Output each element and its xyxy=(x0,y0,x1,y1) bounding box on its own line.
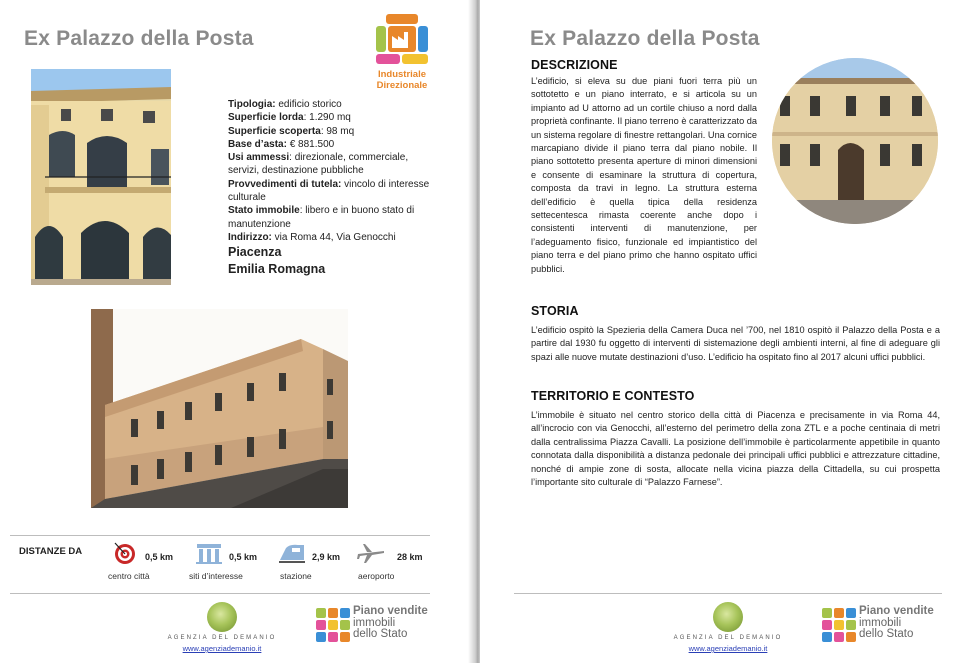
info-region: Emilia Romagna xyxy=(228,262,326,277)
storia-heading: STORIA xyxy=(531,304,579,318)
storia-text: L’edificio ospitò la Spezieria della Camera Duca nel ’700, nel 1810 ospitò il Palazzo della Posta e a partire dal 1930 fu oggetto di interventi di sistemazione degli ambienti interni, al fine di adeguare gli spazi alle nuove mutate destinazioni d’uso. L’edificio ha ospitato fino al 2017 alcuni uffici pubblici. xyxy=(531,325,940,362)
info-protection: Provvedimenti di tutela: vincolo di interesse culturale xyxy=(228,178,430,204)
info-typology: Tipologia: edificio storico xyxy=(228,99,342,110)
distance-airport: 28 km aeroporto xyxy=(357,540,447,586)
descrizione-heading: DESCRIZIONE xyxy=(531,58,618,72)
plan-logo: Piano vendite immobili dello Stato xyxy=(316,606,441,646)
distance-city-center: 0,5 km centro città xyxy=(111,540,201,586)
territorio-text: L’immobile è situato nel centro storico della città di Piacenza e precisamente in via Roma 44, all’incrocio con via Genocchi, all’esterno del perimetro della zona ZTL e a poche centinaia di metri dalla centralissima Piazza Cavalli. La posizione dell’immobile è particolarmente appetibile in quanto connotata dalla disponibilità a distanza pedonale dei principali uffici pubblici e attrezzature cittadine, nonché di ampie zone di sosta, allocate nella vicina piazza della Cittadella, su cui prospetta l’importante sito culturale di “Palazzo Farnese”. xyxy=(531,410,940,488)
plan-grid-icon xyxy=(316,608,350,642)
agency-emblem-icon xyxy=(713,602,743,632)
info-base-price: Base d’asta: € 881.500 xyxy=(228,138,335,150)
courtyard-photo xyxy=(31,69,171,285)
distances-title: DISTANZE DA xyxy=(19,546,83,557)
page-title: Ex Palazzo della Posta xyxy=(24,27,254,50)
info-city: Piacenza xyxy=(228,245,282,260)
territorio-heading: TERRITORIO E CONTESTO xyxy=(531,389,695,403)
building-exterior-photo xyxy=(91,309,348,508)
distances-top-rule xyxy=(10,535,430,536)
plan-logo: Piano vendite immobili dello Stato xyxy=(822,606,947,646)
property-info xyxy=(228,98,438,278)
category-label: Industriale Direzionale xyxy=(376,69,428,91)
info-gross-area: Superficie lorda: 1.290 mq xyxy=(228,112,351,124)
plan-grid-icon xyxy=(822,608,856,642)
agency-logo: AGENZIA DEL DEMANIO www.agenziademanio.it xyxy=(147,602,297,653)
right-page xyxy=(480,0,957,663)
facade-circle-photo xyxy=(772,58,938,224)
info-open-area: Superficie scoperta: 98 mq xyxy=(228,125,355,137)
distance-station: 2,9 km stazione xyxy=(278,540,368,586)
info-allowed-uses: Usi ammessi: direzionale, commerciale, servizi, destinazione pubbliche xyxy=(228,152,409,177)
target-icon xyxy=(111,542,139,564)
industrial-category-icon xyxy=(376,14,428,66)
page-title: Ex Palazzo della Posta xyxy=(530,27,760,50)
footer-rule xyxy=(10,593,430,594)
descrizione-text: L’edificio, si eleva su due piani fuori terra più un sottotetto e un piano interrato, e si articola su un impianto ad U attorno ad un cortile chiuso a nord dalla proprietà confinante. Il piano terreno è caratterizzato da un sistema regolare di finestre rettangolari. Una cornice marcapiano divide il piano terra dal piano nobile. Il piano sottotetto presenta aperture di minori dimensioni e consente di esaminare la struttura di copertura, composta da travi in legno. La struttura esterna dell’edificio è quella tipica della residenza settecentesca rimasta coerente anche dopo i consistenti interventi di manutenzione, per l’adeguamento fisico, funzionale ed impiantistico del piano terra e del piano primo che hanno ospitato uffici pubblici. xyxy=(531,76,757,274)
left-page xyxy=(0,0,474,663)
info-state: Stato immobile: libero e in buono stato di manutenzione xyxy=(228,205,415,230)
agency-website-link[interactable]: www.agenziademanio.it xyxy=(182,644,262,653)
agency-website-link[interactable]: www.agenziademanio.it xyxy=(688,644,768,653)
train-icon xyxy=(278,542,306,564)
info-address: Indirizzo: via Roma 44, Via Genocchi xyxy=(228,231,396,243)
airplane-icon xyxy=(357,542,385,564)
category-badge xyxy=(371,14,433,91)
agency-emblem-icon xyxy=(207,602,237,632)
monument-icon xyxy=(195,542,223,564)
distance-points-of-interest: 0,5 km siti d’interesse xyxy=(195,540,285,586)
footer-rule xyxy=(514,593,942,594)
agency-logo: AGENZIA DEL DEMANIO www.agenziademanio.it xyxy=(653,602,803,653)
